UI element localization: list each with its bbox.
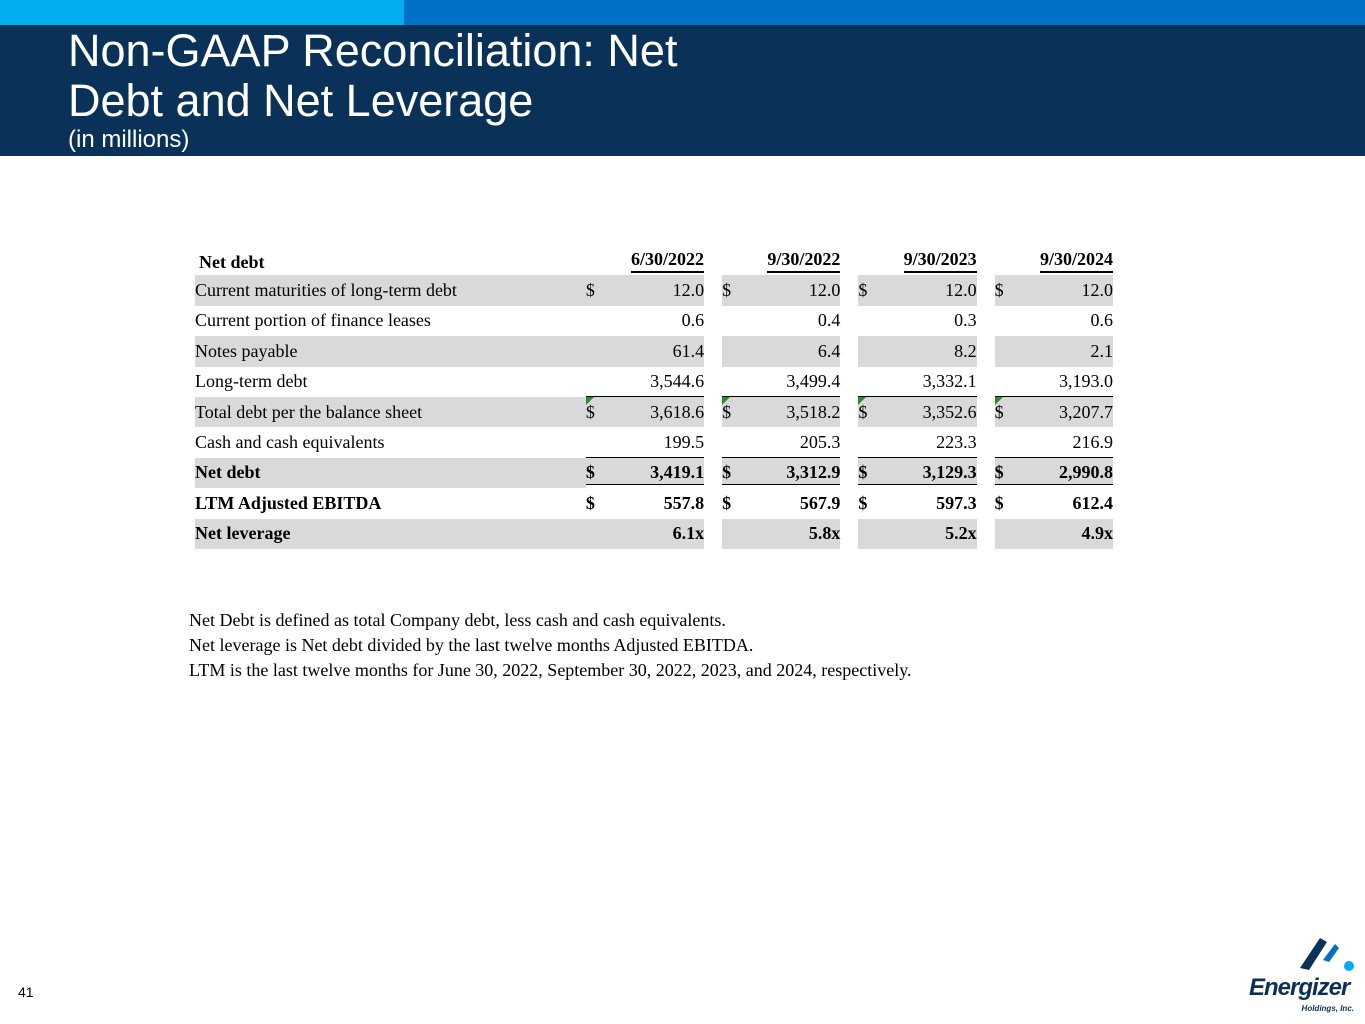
currency-symbol [586,519,624,549]
table-body [195,275,1113,549]
header-label: Net debt [199,252,265,273]
cell-value: 12.0 [1033,275,1113,305]
cell-value: 3,499.4 [760,367,840,397]
cell-value: 3,419.1 [624,458,704,488]
currency-text: $ [722,280,732,301]
gap [704,397,722,427]
currency-symbol [722,367,760,397]
currency-text: $ [994,401,1004,422]
gap [840,243,858,275]
column-header-text: 9/30/2023 [904,249,977,273]
currency-symbol [858,458,896,488]
gap [704,367,722,397]
row-label: LTM Adjusted EBITDA [195,492,382,513]
currency-symbol [586,336,624,366]
table-row [195,336,1113,366]
gap [977,458,995,488]
currency-symbol [858,488,896,518]
logo-wordmark: Energizer [1249,974,1350,1001]
logo-mark-icon [1245,930,1360,980]
gap [840,336,858,366]
currency-symbol [995,427,1033,457]
comment-marker-icon [586,397,594,405]
currency-text: $ [994,280,1004,301]
column-header [586,243,704,275]
gap [840,275,858,305]
currency-text: $ [858,462,868,483]
cell-value: 2,990.8 [1033,458,1113,488]
cell-value: 3,518.2 [760,397,840,427]
table-row [195,427,1113,457]
comment-marker-icon [858,397,866,405]
row-label: Notes payable [195,336,586,366]
cell-value: 3,129.3 [896,458,976,488]
row-label: Current portion of finance leases [195,310,431,331]
footnote: LTM is the last twelve months for June 30, 2022, September 30, 2022, 2023, and 2024, respectively. [189,660,912,680]
cell-value: 3,312.9 [760,458,840,488]
currency-text: $ [994,462,1004,483]
currency-symbol [722,306,760,336]
cell-value: 3,207.7 [1033,397,1113,427]
currency-symbol [995,458,1033,488]
gap [704,427,722,457]
cell-value: 612.4 [1072,492,1113,513]
cell-value: 3,352.6 [896,397,976,427]
currency-symbol [858,306,896,336]
currency-symbol [858,397,896,427]
currency-symbol [995,367,1033,397]
cell-value: 0.6 [1090,310,1113,331]
cell-value: 3,618.6 [624,397,704,427]
cell-value: 4.9x [1033,519,1113,549]
cell-value: 3,332.1 [896,367,976,397]
currency-text: $ [585,401,595,422]
currency-text: $ [585,462,595,483]
currency-symbol [722,336,760,366]
table-row [195,306,1113,336]
currency-symbol [858,519,896,549]
currency-symbol [586,488,624,518]
gap [704,336,722,366]
gap [704,275,722,305]
table-row [195,275,1113,305]
cell-value: 2.1 [1033,336,1113,366]
gap [977,306,995,336]
currency-symbol [858,275,896,305]
gap [704,519,722,549]
table-row [195,458,1113,488]
gap [977,427,995,457]
currency-symbol [722,488,760,518]
footnote: Net Debt is defined as total Company debt, less cash and cash equivalents. [189,610,726,630]
currency-symbol [586,427,624,457]
cell-value: 557.8 [663,492,705,513]
gap [840,397,858,427]
column-header [858,243,976,275]
currency-text: $ [722,462,732,483]
currency-symbol [722,275,760,305]
footnotes [189,608,1089,683]
slide-subtitle: (in millions) [68,126,190,153]
top-accent-bar-light [0,0,404,25]
currency-symbol [586,367,624,397]
currency-symbol [858,367,896,397]
gap [840,519,858,549]
currency-symbol [586,275,624,305]
table-row [195,397,1113,427]
cell-value: 216.9 [1033,427,1113,457]
gap [704,306,722,336]
currency-symbol [858,427,896,457]
currency-symbol [995,397,1033,427]
row-label: Long-term debt [195,371,308,392]
gap [977,519,995,549]
currency-symbol [722,427,760,457]
cell-value: 3,193.0 [1033,367,1113,397]
row-label: Net debt [195,458,586,488]
footnote: Net leverage is Net debt divided by the last twelve months Adjusted EBITDA. [189,635,754,655]
cell-value: 12.0 [896,275,976,305]
currency-text: $ [858,492,868,513]
cell-value: 3,544.6 [624,367,704,397]
gap [704,243,722,275]
gap [977,397,995,427]
cell-value: 8.2 [896,336,976,366]
energizer-logo [1245,930,1360,1020]
currency-text: $ [722,401,732,422]
currency-symbol [586,458,624,488]
column-header-text: 6/30/2022 [631,249,704,273]
cell-value: 5.8x [760,519,840,549]
column-header [722,243,840,275]
cell-value: 5.2x [896,519,976,549]
column-header-text: 9/30/2022 [767,249,840,273]
row-label: Cash and cash equivalents [195,432,385,453]
currency-text: $ [585,492,595,513]
currency-text: $ [722,492,732,513]
gap [840,306,858,336]
table-header-row [195,243,1113,275]
currency-symbol [722,458,760,488]
currency-symbol [995,306,1033,336]
table-row [195,519,1113,549]
currency-text: $ [994,492,1004,513]
currency-symbol [995,275,1033,305]
currency-text: $ [858,401,868,422]
currency-text: $ [858,280,868,301]
currency-symbol [858,336,896,366]
row-label: Net leverage [195,519,586,549]
currency-symbol [586,306,624,336]
gap [704,488,722,518]
table-row [195,367,1113,397]
logo-subtext: Holdings, Inc. [1301,1004,1354,1013]
gap [704,458,722,488]
cell-value: 6.1x [624,519,704,549]
comment-marker-icon [722,397,730,405]
comment-marker-icon [995,397,1003,405]
cell-value: 0.3 [954,310,977,331]
cell-value: 6.4 [760,336,840,366]
currency-symbol [995,519,1033,549]
currency-text: $ [585,280,595,301]
currency-symbol [722,519,760,549]
cell-value: 205.3 [760,427,840,457]
column-header [995,243,1113,275]
cell-value: 0.4 [817,310,841,331]
row-label: Current maturities of long-term debt [195,275,586,305]
slide-title: Non-GAAP Reconciliation: Net Debt and Net Leverage [68,25,678,126]
column-header-text: 9/30/2024 [1040,249,1113,273]
net-debt-table [195,243,1113,549]
gap [840,458,858,488]
gap [977,336,995,366]
page-number: 41 [18,984,34,1000]
cell-value: 597.3 [936,492,977,513]
row-label: Total debt per the balance sheet [195,397,586,427]
currency-symbol [586,397,624,427]
cell-value: 12.0 [760,275,840,305]
currency-symbol [995,336,1033,366]
cell-value: 0.6 [681,310,705,331]
gap [840,488,858,518]
gap [840,367,858,397]
cell-value: 61.4 [624,336,704,366]
currency-symbol [722,397,760,427]
gap [977,243,995,275]
gap [977,367,995,397]
gap [977,488,995,518]
cell-value: 12.0 [624,275,704,305]
cell-value: 199.5 [624,427,704,457]
table-row [195,488,1113,518]
cell-value: 223.3 [896,427,976,457]
gap [977,275,995,305]
cell-value: 567.9 [799,492,841,513]
top-accent-bar [404,0,1365,25]
gap [840,427,858,457]
currency-symbol [995,488,1033,518]
